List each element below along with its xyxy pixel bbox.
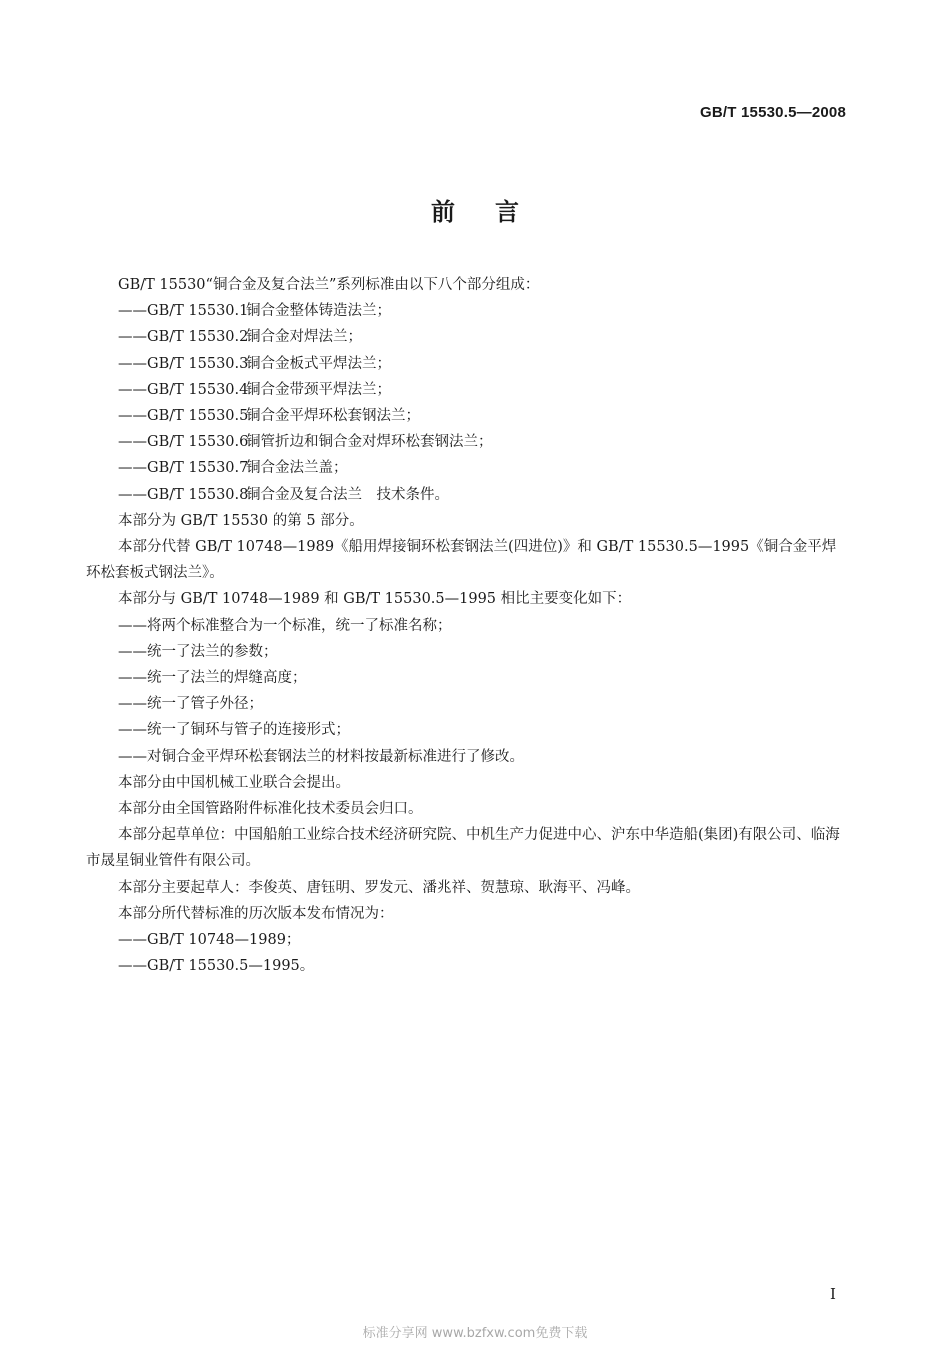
part-code: ——GB/T 15530.8 — [118, 486, 249, 503]
change-item: ——统一了管子外径； — [118, 696, 263, 713]
replaces-paragraph: 本部分代替 GB/T 10748—1989《船用焊接铜环松套钢法兰(四进位)》和 GB/T 15530.5—1995《铜合金平焊环松套板式钢法兰》。 — [86, 539, 837, 582]
part-of-paragraph: 本部分为 GB/T 15530 的第 5 部分。 — [118, 512, 364, 529]
drafters-paragraph: 本部分主要起草人：李俊英、唐钰明、罗发元、潘兆祥、贺慧琼、耿海平、冯峰。 — [118, 879, 640, 896]
change-item: ——对铜合金平焊环松套钢法兰的材料按最新标准进行了修改。 — [118, 748, 524, 765]
part-code: ——GB/T 15530.1 — [118, 303, 249, 320]
part-item — [86, 324, 850, 350]
part-code: ——GB/T 15530.6 — [118, 434, 249, 451]
part-name: 铜合金整体铸造法兰； — [246, 303, 391, 320]
part-code: ——GB/T 15530.4 — [118, 381, 249, 398]
part-item — [86, 403, 850, 429]
part-code: ——GB/T 15530.7 — [118, 460, 249, 477]
part-name: 铜合金平焊环松套钢法兰； — [246, 408, 420, 425]
part-name: 铜合金对焊法兰； — [246, 329, 362, 346]
watermark: 标准分享网 www.bzfxw.com免费下载 — [362, 1326, 588, 1341]
drafting-units-paragraph: 本部分起草单位：中国船舶工业综合技术经济研究院、中机生产力促进中心、沪东中华造船(集团)有限公司、临海市晟星铜业管件有限公司。 — [86, 827, 840, 870]
part-code: ——GB/T 15530.2 — [118, 329, 249, 346]
history-item: ——GB/T 10748—1989； — [118, 932, 301, 949]
part-code: ——GB/T 15530.3 — [118, 355, 249, 372]
part-name: 铜管折边和铜合金对焊环松套钢法兰； — [246, 434, 493, 451]
part-name: 铜合金板式平焊法兰； — [246, 355, 391, 372]
part-item — [86, 351, 850, 377]
change-item: ——将两个标准整合为一个标准，统一了标准名称； — [118, 617, 452, 634]
change-item: ——统一了法兰的参数； — [118, 643, 278, 660]
part-code: ——GB/T 15530.5 — [118, 408, 249, 425]
history-intro-paragraph: 本部分所代替标准的历次版本发布情况为： — [118, 905, 394, 922]
page-title: 前言 — [431, 197, 559, 226]
centralized-by-paragraph: 本部分由全国管路附件标准化技术委员会归口。 — [118, 801, 423, 818]
part-name: 铜合金带颈平焊法兰； — [246, 381, 391, 398]
part-item — [86, 455, 850, 481]
intro-paragraph: GB/T 15530“铜合金及复合法兰”系列标准由以下八个部分组成： — [118, 277, 540, 293]
document-body — [86, 272, 850, 979]
proposed-by-paragraph: 本部分由中国机械工业联合会提出。 — [118, 774, 350, 791]
history-item: ——GB/T 15530.5—1995。 — [118, 958, 315, 975]
change-item: ——统一了铜环与管子的连接形式； — [118, 722, 350, 739]
change-item: ——统一了法兰的焊缝高度； — [118, 670, 307, 687]
changes-intro-paragraph: 本部分与 GB/T 10748—1989 和 GB/T 15530.5—1995 相比主要变化如下： — [118, 591, 632, 608]
part-name: 铜合金法兰盖； — [246, 460, 348, 477]
part-item — [86, 377, 850, 403]
part-item — [86, 429, 850, 455]
part-item — [86, 298, 850, 324]
standard-number: GB/T 15530.5—2008 — [700, 104, 846, 121]
part-name: 铜合金及复合法兰 技术条件。 — [246, 486, 449, 503]
part-item — [86, 482, 850, 508]
page-number: I — [830, 1285, 836, 1303]
